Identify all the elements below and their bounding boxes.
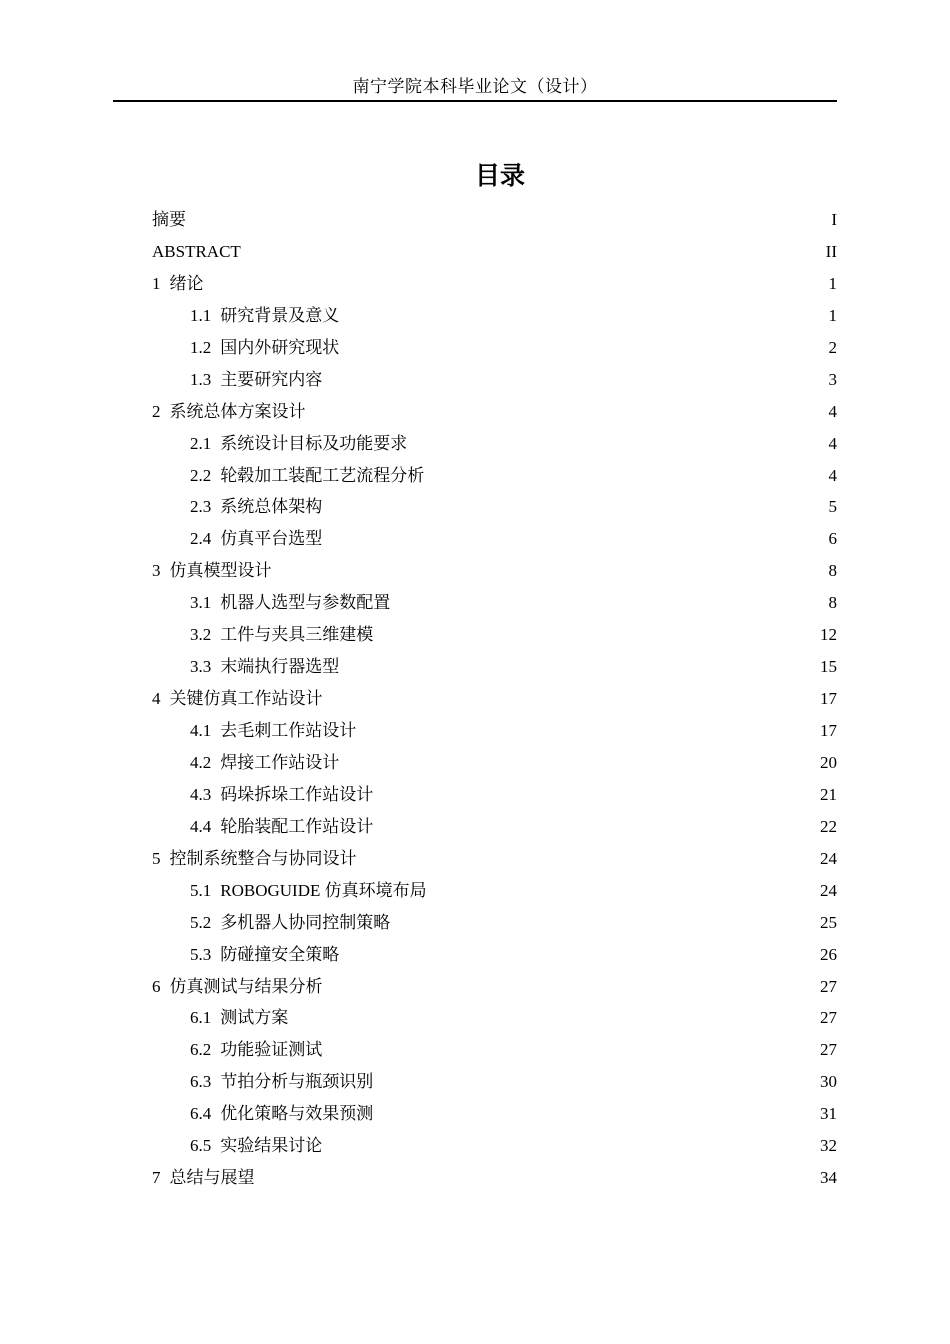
dot-leader xyxy=(340,767,819,768)
toc-entry-page: 32 xyxy=(820,1136,837,1156)
toc-entry-page: 4 xyxy=(828,433,837,453)
toc-entry-page: 21 xyxy=(820,784,837,804)
toc-entry-page: 4 xyxy=(828,401,837,421)
dot-leader xyxy=(242,256,825,257)
toc-entry[interactable] xyxy=(152,428,837,460)
dot-leader xyxy=(340,959,819,960)
toc-entry[interactable] xyxy=(152,364,837,396)
dot-leader xyxy=(374,1086,819,1087)
dot-leader xyxy=(374,1118,819,1119)
toc-entry-title: 防碰撞安全策略 xyxy=(220,944,340,964)
toc-entry-title: 节拍分析与瓶颈识别 xyxy=(220,1072,374,1092)
toc-entry-title: 国内外研究现状 xyxy=(220,337,340,357)
dot-leader xyxy=(357,735,819,736)
toc-entry[interactable] xyxy=(152,715,837,747)
toc-entry-title: 系统总体方案设计 xyxy=(169,401,306,421)
toc-title: 目录 xyxy=(474,161,525,190)
toc-entry[interactable] xyxy=(152,268,837,300)
toc-entry-number: 4.3 xyxy=(190,784,212,804)
toc-entry-number: 1.1 xyxy=(190,305,212,325)
dot-leader xyxy=(391,607,827,608)
toc-entry-page: 20 xyxy=(820,752,837,772)
toc-entry-page: 17 xyxy=(820,721,837,740)
dot-leader xyxy=(428,895,819,896)
toc-entry-title: 去毛刺工作站设计 xyxy=(220,721,357,740)
toc-entry-page: 1 xyxy=(828,305,837,325)
toc-entry[interactable] xyxy=(152,875,837,907)
toc-entry[interactable] xyxy=(152,907,837,939)
toc-entry-title: 测试方案 xyxy=(220,1008,289,1028)
toc-entry-number: 4.4 xyxy=(190,816,212,836)
dot-leader xyxy=(425,480,827,481)
toc-entry-number: 4.2 xyxy=(190,752,212,772)
toc-entry-page: 8 xyxy=(828,561,837,581)
dot-leader xyxy=(340,671,819,672)
toc-entry-title: 实验结果讨论 xyxy=(220,1136,323,1156)
toc-entry-number: 6.3 xyxy=(190,1072,212,1092)
toc-entry-title: 摘要 xyxy=(152,210,186,229)
dot-leader xyxy=(289,1022,819,1023)
dot-leader xyxy=(256,1182,820,1183)
toc-entry-title: 关键仿真工作站设计 xyxy=(169,689,323,709)
toc-entry-number: 1 xyxy=(152,273,161,293)
toc-entry[interactable] xyxy=(152,396,837,428)
toc-entry-page: 31 xyxy=(820,1104,837,1124)
dot-leader xyxy=(205,288,828,289)
dot-leader xyxy=(340,320,827,321)
toc-entry-title: 主要研究内容 xyxy=(220,369,323,389)
toc-entry[interactable] xyxy=(152,1130,837,1162)
toc-entry[interactable] xyxy=(152,236,837,268)
header-rule xyxy=(113,100,837,102)
dot-leader xyxy=(374,799,819,800)
toc-entry-title: 总结与展望 xyxy=(169,1168,255,1188)
toc-entry[interactable] xyxy=(152,1034,837,1066)
dot-leader xyxy=(187,224,830,225)
toc-entry-number: 2.1 xyxy=(190,433,212,453)
dot-leader xyxy=(323,384,827,385)
toc-entry-page: 6 xyxy=(828,529,837,549)
toc-entry[interactable] xyxy=(152,683,837,715)
toc-entry[interactable] xyxy=(152,971,837,1003)
toc-entry-number: 4.1 xyxy=(190,721,212,740)
toc-entry-title: 绪论 xyxy=(169,273,204,293)
toc-entry[interactable] xyxy=(152,1162,837,1194)
toc-entry-title: 轮毂加工装配工艺流程分析 xyxy=(220,465,425,485)
toc-entry-title: 仿真测试与结果分析 xyxy=(169,976,323,996)
toc-entry-title: 多机器人协同控制策略 xyxy=(220,912,391,932)
toc-entry-page: 5 xyxy=(828,497,837,517)
toc-entry[interactable] xyxy=(152,619,837,651)
dot-leader xyxy=(374,831,819,832)
toc-entry-number: 1.3 xyxy=(190,369,212,389)
toc-entry-page: 30 xyxy=(820,1072,837,1092)
toc-entry-page: 24 xyxy=(820,880,837,900)
toc-entry-page: 27 xyxy=(820,1040,837,1060)
toc-entry-number: 6.4 xyxy=(190,1104,212,1124)
dot-leader xyxy=(307,416,828,417)
dot-leader xyxy=(408,448,827,449)
toc-entry-title: 研究背景及意义 xyxy=(220,305,340,325)
toc-entry-number: 7 xyxy=(152,1168,161,1188)
page-header: 南宁学院本科毕业论文（设计） xyxy=(352,77,598,97)
toc-entry-title: 系统总体架构 xyxy=(220,497,323,517)
toc-entry-title: 码垛拆垛工作站设计 xyxy=(220,784,374,804)
dot-leader xyxy=(374,639,819,640)
toc-entry-title: 优化策略与效果预测 xyxy=(220,1104,374,1124)
toc-entry-page: 22 xyxy=(820,816,837,836)
toc-entry-title: 仿真模型设计 xyxy=(169,561,272,581)
dot-leader xyxy=(323,543,827,544)
toc-entry-page: 1 xyxy=(828,273,837,293)
toc-entry-page: 27 xyxy=(820,1008,837,1028)
dot-leader xyxy=(273,575,828,576)
toc-entry[interactable] xyxy=(152,491,837,523)
toc-entry-page: 34 xyxy=(820,1168,837,1188)
dot-leader xyxy=(323,1150,819,1151)
toc-entry-page: 15 xyxy=(820,657,837,677)
toc-entry-page: 2 xyxy=(828,337,837,357)
toc-entry-number: 6 xyxy=(152,976,161,996)
toc-entry-number: 6.1 xyxy=(190,1008,212,1028)
toc-entry-title: 机器人选型与参数配置 xyxy=(220,593,391,613)
toc-entry-number: 1.2 xyxy=(190,337,212,357)
toc-entry-number: 2.4 xyxy=(190,529,212,549)
toc-entry[interactable] xyxy=(152,1098,837,1130)
toc-entry-title: 轮胎装配工作站设计 xyxy=(220,816,374,836)
toc-entry-number: 3 xyxy=(152,561,161,581)
toc-entry-title: 末端执行器选型 xyxy=(220,657,340,677)
toc-entry-page: 27 xyxy=(820,976,837,996)
toc-entry[interactable] xyxy=(152,555,837,587)
toc-entry[interactable] xyxy=(152,651,837,683)
toc-entry-number: 3.3 xyxy=(190,657,212,677)
toc-entry[interactable] xyxy=(152,300,837,332)
toc-entry-title: ROBOGUIDE 仿真环境布局 xyxy=(220,880,427,900)
toc-entry-number: 3.1 xyxy=(190,593,212,613)
toc-entry-page: 17 xyxy=(820,689,837,709)
toc-entry[interactable] xyxy=(152,587,837,619)
toc-entry-number: 5.1 xyxy=(190,880,212,900)
toc-entry-title: 仿真平台选型 xyxy=(220,529,323,549)
toc-entry[interactable] xyxy=(152,843,837,875)
dot-leader xyxy=(358,863,820,864)
toc-entry-number: 4 xyxy=(152,689,161,709)
dot-leader xyxy=(391,927,819,928)
toc-entry[interactable] xyxy=(152,523,837,555)
toc-entry-number: 6.2 xyxy=(190,1040,212,1060)
toc-entry-page: I xyxy=(831,210,837,229)
toc-entry-number: 5.2 xyxy=(190,912,212,932)
toc-entry-number: 5.3 xyxy=(190,944,212,964)
toc-entry-page: 8 xyxy=(828,593,837,613)
toc-entry-number: 2.2 xyxy=(190,465,212,485)
toc-entry-title: 功能验证测试 xyxy=(220,1040,323,1060)
toc-entry-number: 5 xyxy=(152,848,161,868)
toc-entry[interactable] xyxy=(152,1066,837,1098)
toc-entry-number: 2 xyxy=(152,401,161,421)
toc-entry[interactable] xyxy=(152,747,837,779)
toc-entry-number: 3.2 xyxy=(190,625,212,645)
toc-entry-title: 系统设计目标及功能要求 xyxy=(220,433,408,453)
toc-entry[interactable] xyxy=(152,1002,837,1034)
toc-entry-number: 6.5 xyxy=(190,1136,212,1156)
dot-leader xyxy=(324,991,820,992)
dot-leader xyxy=(340,352,827,353)
dot-leader xyxy=(323,511,827,512)
toc-entry-page: II xyxy=(825,241,837,261)
toc-entry[interactable] xyxy=(152,939,837,971)
toc-entry-page: 3 xyxy=(828,369,837,389)
toc-entry-title: 焊接工作站设计 xyxy=(220,752,340,772)
toc-entry-page: 12 xyxy=(820,625,837,645)
toc-entry-title: 工件与夹具三维建模 xyxy=(220,625,374,645)
toc-entry[interactable] xyxy=(152,779,837,811)
toc-entry[interactable] xyxy=(152,460,837,492)
toc-entry[interactable] xyxy=(152,811,837,843)
toc-entry[interactable] xyxy=(152,204,837,236)
toc-entry-page: 24 xyxy=(820,848,837,868)
dot-leader xyxy=(324,703,820,704)
toc-entry-title: ABSTRACT xyxy=(152,241,241,261)
table-of-contents xyxy=(152,204,837,1194)
toc-entry[interactable] xyxy=(152,332,837,364)
toc-entry-title: 控制系统整合与协同设计 xyxy=(169,848,357,868)
dot-leader xyxy=(323,1054,819,1055)
toc-entry-number: 2.3 xyxy=(190,497,212,517)
toc-entry-page: 26 xyxy=(820,944,837,964)
toc-entry-page: 25 xyxy=(820,912,837,932)
toc-entry-page: 4 xyxy=(828,465,837,485)
